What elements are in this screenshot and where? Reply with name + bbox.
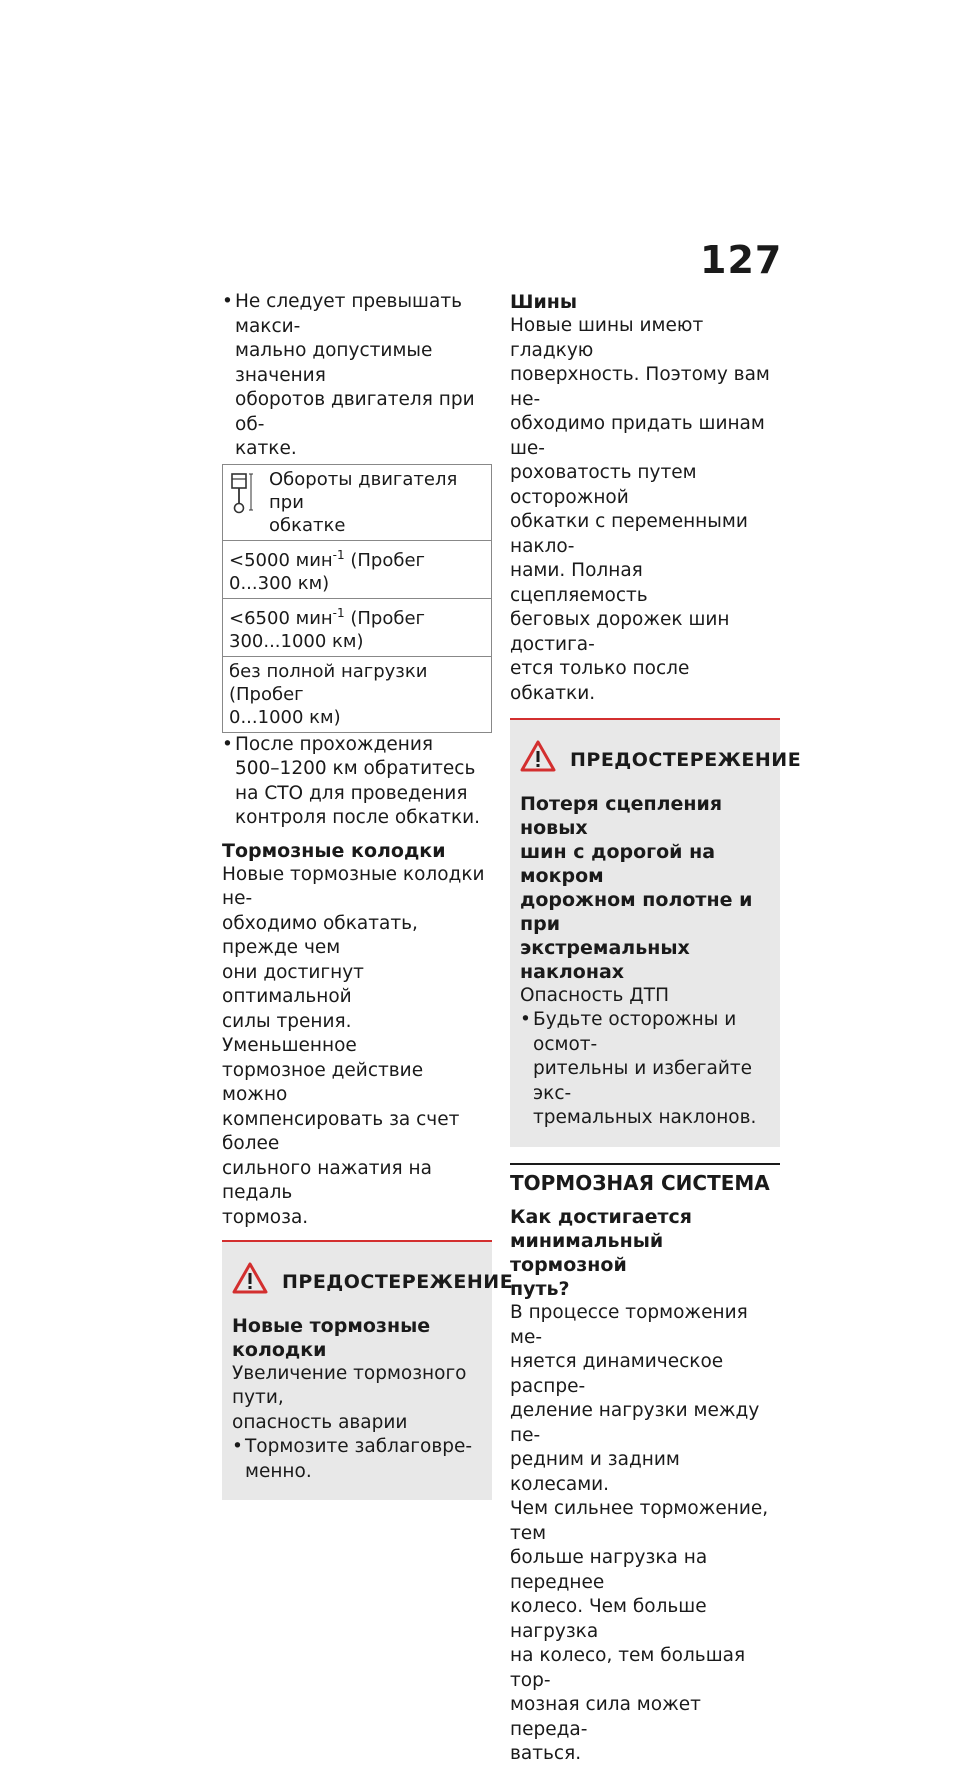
warning-box-tyres: ПРЕДОСТЕРЕЖЕНИЕ Потеря сцепления новых шин с дорогой на мокром дорожном полотне и при экстремальных наклонах Опасность ДТП • Будьте осторожны и осмот- рительны и избегайте экс- тремальных наклонов. [510,718,780,1147]
warning-triangle-icon [232,1262,268,1302]
page-number: 127 [700,238,783,282]
right-column [510,290,802,1767]
section-title-brake-system: ТОРМОЗНАЯ СИСТЕМА [510,1163,780,1196]
engine-piston-icon [229,468,259,537]
tyres-text: Новые шины имеют гладкую поверхность. Поэтому вам не- обходимо придать шинам ше- роховатость путем осторожной обкатки с переменными накло- нами. Полная сцепляемость беговых дорожек шин достига- ется только после обкатки. [510,315,770,704]
warning-box-brake-pads: ПРЕДОСТЕРЕЖЕНИЕ Новые тормозные колодки Увеличение тормозного пути, опасность аварии • Тормозите заблаговре- менно. [222,1240,492,1500]
table-row: <5000 мин$^{-1}$ (Пробег 0...300 км) [223,540,492,598]
warning-bullet: • Будьте осторожны и осмот- рительны и избегайте экс- тремальных наклонов. [520,1009,757,1128]
tyres-heading: Шины [510,291,578,313]
left-column [222,290,514,1500]
table-row: <6500 мин$^{-1}$ (Пробег 300...1000 км) [223,598,492,656]
min-braking-distance-heading: Как достигается минимальный тормозной путь? [510,1206,692,1300]
brake-pads-heading: Тормозные колодки [222,839,446,862]
table-row: без полной нагрузки (Пробег 0...1000 км) [223,656,492,732]
brake-pads-text: Новые тормозные колодки не- обходимо обкатать, прежде чем они достигнут оптимальной силы трения. Уменьшенное тормозное действие можно компенсировать за счет более сильного нажатия на педаль тормоза. [222,863,485,1228]
warning-title: ПРЕДОСТЕРЕЖЕНИЕ [570,748,802,771]
braking-body-text: В процессе торможения ме- няется динамическое распре- деление нагрузки между пе- редним и задним колесами. Чем сильнее торможение, тем больше нагрузка на переднее колесо. Чем больше нагрузка на колесо, тем большая тор- мозная сила может переда- ваться. [510,1302,769,1764]
bullet-no-overrev: • Не следует превышать макси- мально допустимые значения оборотов двигателя при об- катке. [222,291,475,459]
bullet-service-check: • После прохождения 500–1200 км обратитесь на СТО для проведения контроля после обкатки. [222,733,481,828]
table-header-row: Обороты двигателя при обкатке [223,464,492,540]
warning-triangle-icon [520,740,556,780]
warning-title: ПРЕДОСТЕРЕЖЕНИЕ [282,1270,514,1293]
break-in-rpm-table [222,464,492,733]
warning-bullet: • Тормозите заблаговре- менно. [232,1436,473,1482]
